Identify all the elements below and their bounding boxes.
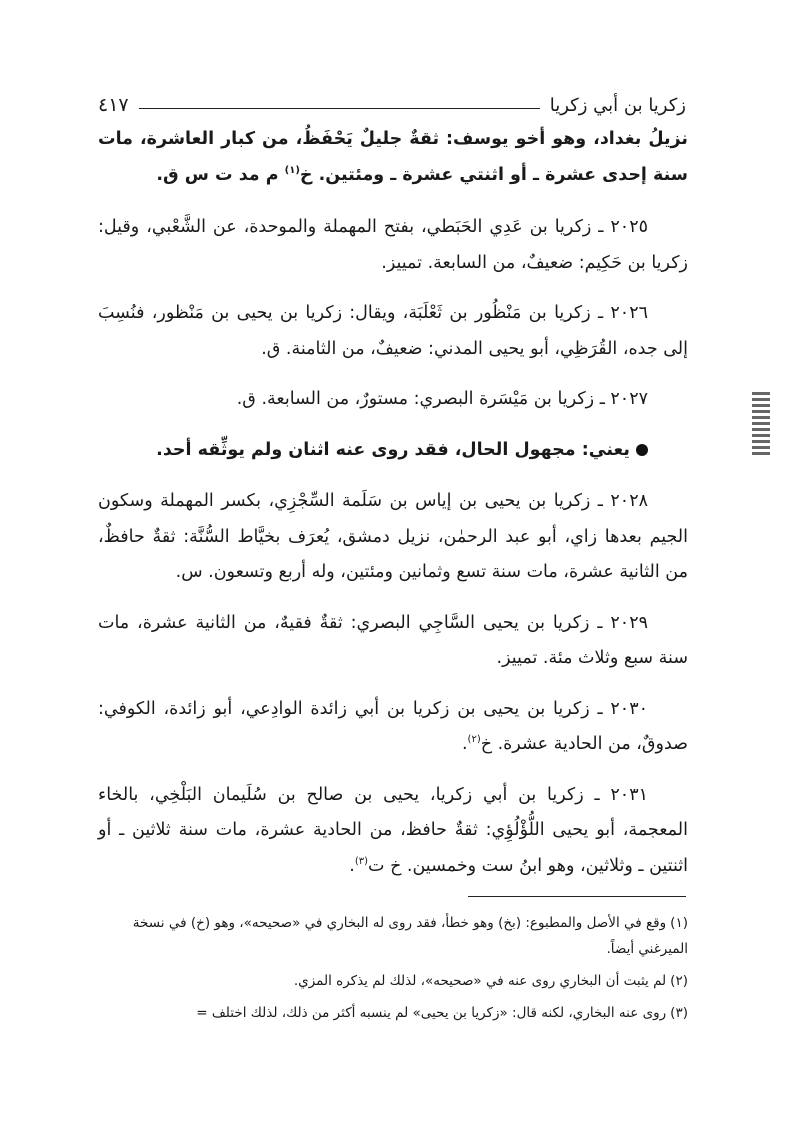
bullet-dot-icon (636, 444, 648, 456)
main-text (98, 122, 688, 899)
footnote-ref: (٣) (354, 855, 369, 867)
header-rule (139, 108, 540, 109)
editor-note: يعني: مجهول الحال، فقد روى عنه اثنان ولم يوثِّقه أحد. (98, 433, 688, 469)
footnote-1: (١)وقع في الأصل والمطبوع: (بخ) وهو خطأ، فقد روى له البخاري في «صحيحه»، وهو (خ) في نسخة الميرغني أيضاً. (132, 915, 688, 957)
entry-2025: ٢٠٢٥ ـ زكريا بن عَدِي الحَبَطي، بفتح المهملة والموحدة، عن الشَّعْبي، وقيل: زكريا بن حَكِيم: ضعيفٌ، من السابعة. تمييز. (98, 217, 688, 273)
running-title: زكريا بن أبي زكريا (549, 95, 686, 116)
entry-continuation: نزيلُ بغداد، وهو أخو يوسف: ثقةٌ جليلٌ يَحْفَظُ، من كبار العاشرة، مات سنة إحدى عشرة ـ أو اثنتي عشرة ـ ومئتين. خ$^{(١)}$ م مد ت س ق. (98, 129, 688, 185)
footnote-3: (٣)روى عنه البخاري، لكنه قال: «زكريا بن يحيى» لم ينسبه أكثر من ذلك، لذلك اختلف = (196, 1005, 688, 1021)
footnote-separator (468, 896, 686, 897)
entry-2027: ٢٠٢٧ ـ زكريا بن مَيْسَرة البصري: مستورٌ، من السابعة. ق. (236, 389, 648, 409)
footnote-ref: (١) (284, 164, 300, 176)
entry-2031: ٢٠٣١ ـ زكريا بن أبي زكريا، يحيى بن صالح بن سُلَيمان البَلْخِي، بالخاء المعجمة، أبو يحيى اللُّؤْلُؤِي: ثقةٌ حافظ، من الحادية عشرة، مات سنة ثلاثين ـ أو اثنتين ـ وثلاثين، وهو ابنُ ست وخمسين. خ ت$^{(٣)}$. (98, 784, 688, 876)
entry-2029: ٢٠٢٩ ـ زكريا بن يحيى السَّاجِي البصري: ثقةٌ فقيهٌ، من الثانية عشرة، مات سنة سبع وثلاث مئة. تمييز. (98, 612, 688, 668)
page-number: ٤١٧ (98, 94, 129, 116)
entry-2028: ٢٠٢٨ ـ زكريا بن يحيى بن إياس بن سَلَمة السِّجْزِي، بكسر المهملة وسكون الجيم بعدها زاي، أبو عبد الرحمٰن، نزيل دمشق، يُعرَف بخيَّاط السُّنَّة: ثقةٌ حافظٌ، من الثانية عشرة، مات سنة تسع وثمانين ومئتين، وله أربع وتسعون. س. (98, 491, 688, 582)
entry-2030: ٢٠٣٠ ـ زكريا بن يحيى بن زكريا بن أبي زائدة الوادِعي، أبو زائدة، الكوفي: صدوقٌ، من الحادية عشرة. خ$^{(٢)}$. (98, 698, 688, 754)
page-edge-scan-mark (752, 392, 770, 456)
entry-2026: ٢٠٢٦ ـ زكريا بن مَنْظُور بن ثَعْلَبَة، ويقال: زكريا بن يحيى بن مَنْظور، فنُسِبَ إلى جده، القُرَظِي، أبو يحيى المدني: ضعيفٌ، من الثامنة. ق. (98, 303, 688, 359)
running-header (98, 86, 686, 116)
footnotes (98, 910, 688, 1032)
footnote-ref: (٢) (467, 734, 481, 746)
footnote-2: (٢)لم يثبت أن البخاري روى عنه في «صحيحه»، لذلك لم يذكره المزي. (293, 973, 688, 989)
